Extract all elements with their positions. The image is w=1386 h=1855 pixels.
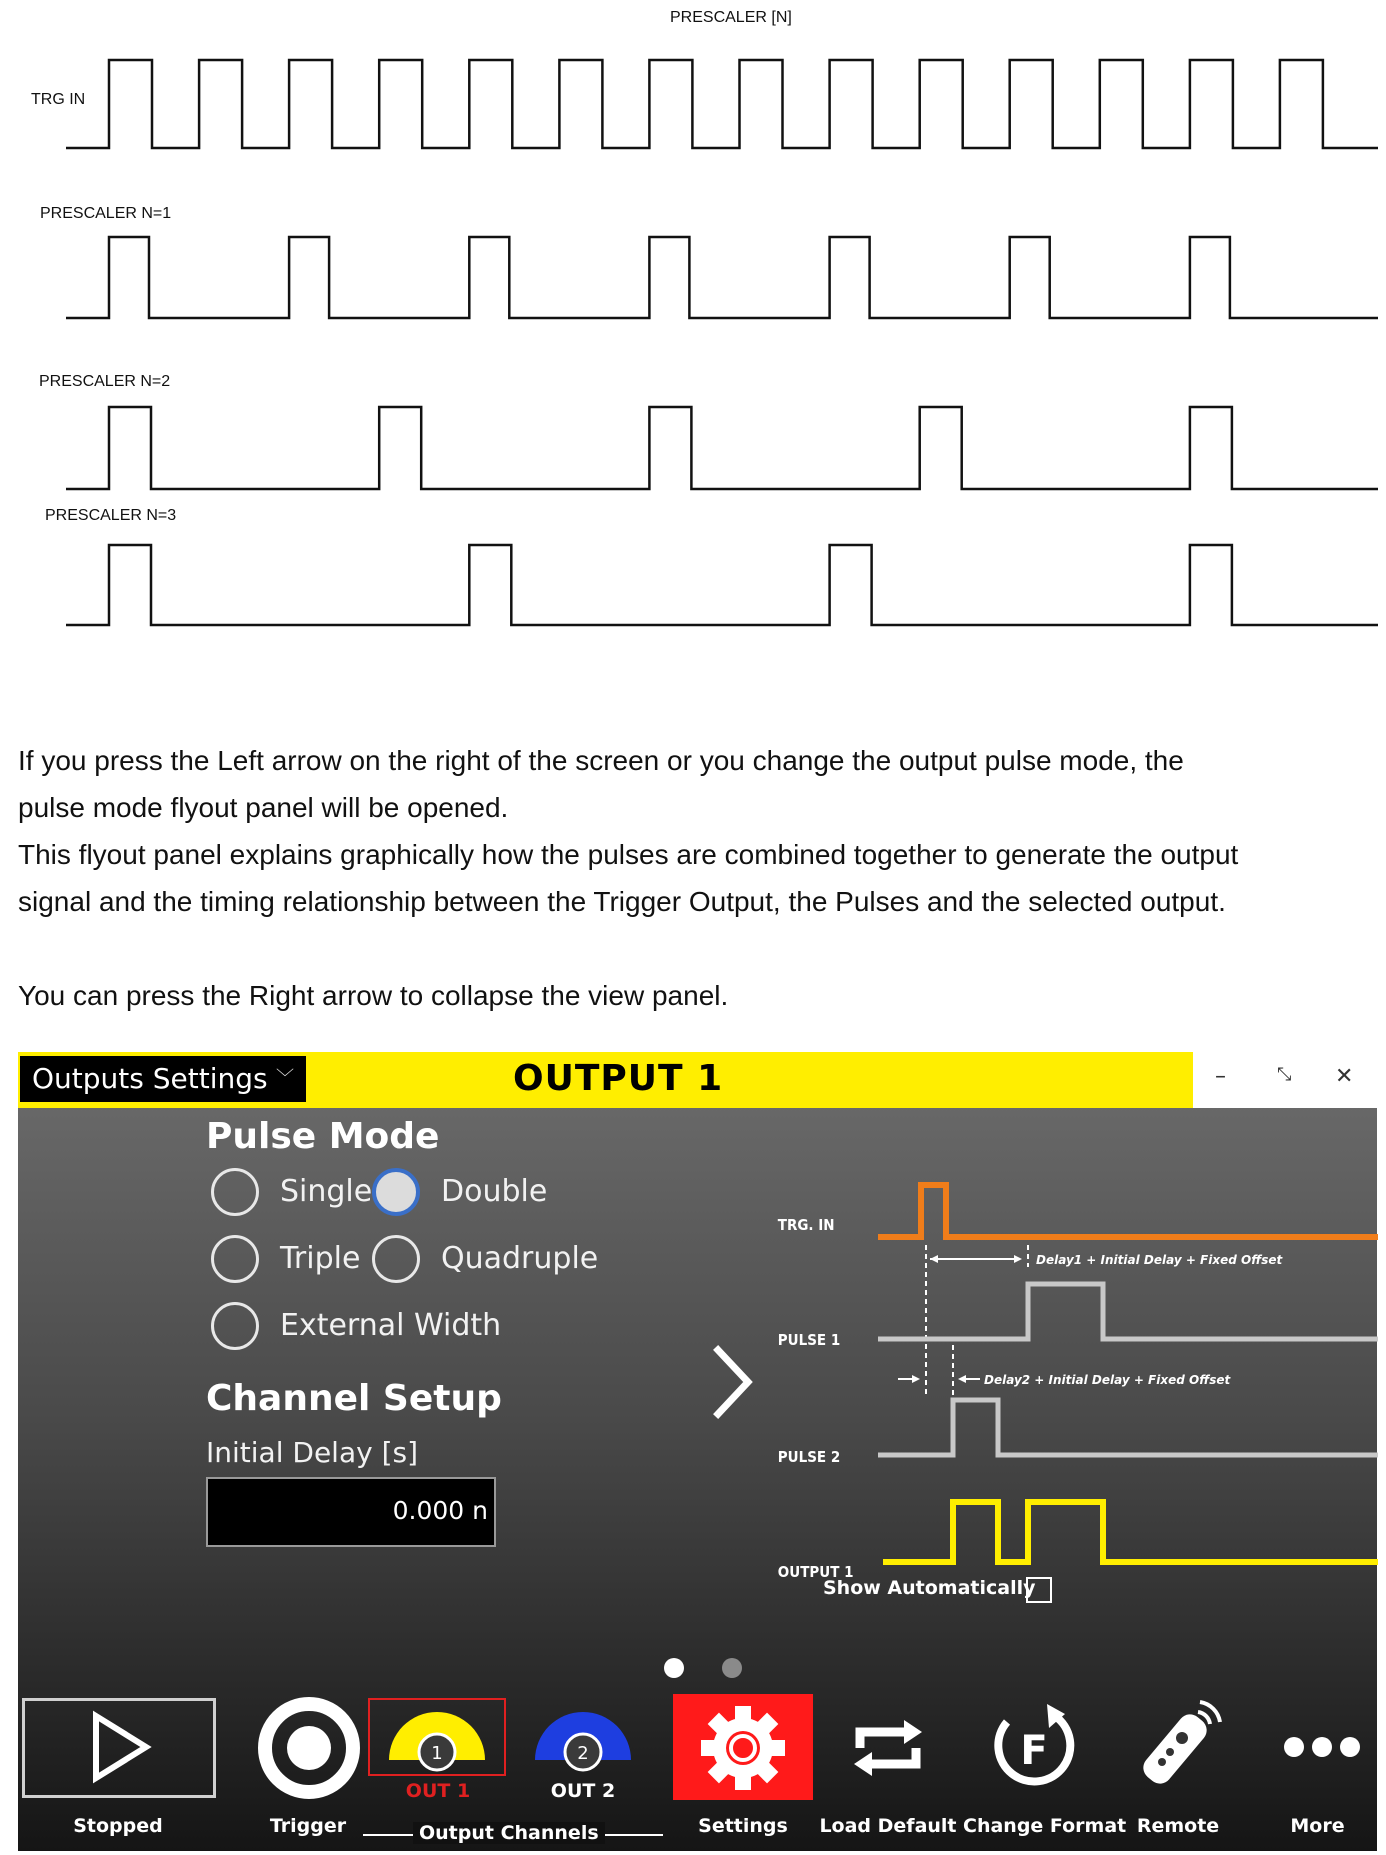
minimize-button[interactable]: – (1215, 1064, 1226, 1089)
settings-button[interactable] (673, 1694, 813, 1851)
trigger-button[interactable] (243, 1694, 373, 1851)
radio-single[interactable] (211, 1168, 259, 1216)
bottom-toolbar (18, 1694, 1377, 1851)
view-select-value: Outputs Settings (32, 1062, 268, 1095)
paragraph-3: You can press the Right arrow to collapse the view panel. (18, 980, 729, 1011)
row-label-prescaler-n3: PRESCALER N=3 (45, 507, 177, 524)
format-f-icon (989, 1700, 1079, 1796)
radio-triple[interactable] (211, 1235, 259, 1283)
out2-number: 2 (577, 1743, 589, 1764)
delay1-annotation: Delay1 + Initial Delay + Fixed Offset (1036, 1253, 1283, 1267)
show-automatically-checkbox[interactable] (1026, 1577, 1052, 1603)
out2-gauge-icon (533, 1704, 633, 1764)
remote-icon (1132, 1694, 1228, 1794)
remote-label: Remote (1136, 1815, 1220, 1837)
waveform-prescaler-n-1 (66, 237, 1378, 318)
window-controls (1193, 1052, 1377, 1108)
radio-external-width[interactable] (211, 1302, 259, 1350)
radio-quadruple[interactable] (372, 1235, 420, 1283)
output1-waveform (883, 1502, 1378, 1562)
chevron-down-icon: ﹀ (276, 1068, 294, 1089)
output-channels-label: Output Channels (413, 1822, 605, 1844)
load-default-button[interactable] (818, 1694, 958, 1851)
paragraph-2 (18, 831, 1378, 925)
prescaler-timing-diagram (0, 0, 1386, 640)
waveform-prescaler-n-3 (66, 545, 1378, 625)
paragraph-2-line-1: This flyout panel explains graphically how the pulses are combined together to generate the output (18, 839, 1239, 870)
remote-button[interactable] (1108, 1694, 1248, 1851)
radio-double[interactable] (372, 1168, 420, 1216)
pulse2-waveform (878, 1400, 1378, 1455)
radio-double-label: Double (441, 1174, 548, 1209)
paragraph-1-line-2: pulse mode flyout panel will be opened. (18, 792, 509, 823)
waveform-prescaler-n-2 (66, 407, 1378, 489)
pulse-mode-heading: Pulse Mode (206, 1116, 440, 1157)
page-title: OUTPUT 1 (513, 1058, 724, 1099)
pulse-mode-flyout-diagram (758, 1117, 1378, 1582)
radio-single-label: Single (280, 1174, 373, 1209)
out1-gauge-icon (387, 1704, 487, 1764)
load-default-label: Load Default (819, 1815, 957, 1837)
page-dot-1[interactable] (664, 1658, 684, 1678)
page-dot-2[interactable] (722, 1658, 742, 1678)
title-bar (18, 1052, 1377, 1108)
show-automatically-label: Show Automatically (823, 1577, 1036, 1599)
out1-number: 1 (431, 1743, 443, 1764)
repeat-icon (848, 1718, 928, 1778)
out2-label: OUT 2 (550, 1780, 616, 1802)
paragraph-1-line-1: If you press the Left arrow on the right of the screen or you change the output pulse mode, the (18, 745, 1184, 776)
pulse1-waveform (878, 1284, 1378, 1339)
radio-triple-label: Triple (280, 1241, 361, 1276)
play-icon (90, 1712, 150, 1782)
trg-in-waveform (878, 1185, 1378, 1237)
change-format-label: Change Format (963, 1815, 1127, 1837)
channel-setup-heading: Channel Setup (206, 1378, 502, 1419)
more-button[interactable] (1258, 1694, 1377, 1851)
gear-icon (699, 1704, 787, 1792)
view-select-dropdown[interactable] (18, 1054, 308, 1104)
timing-header: PRESCALER [N] (670, 9, 792, 26)
collapse-arrow-icon[interactable] (708, 1342, 758, 1422)
output-channels-group (363, 1824, 663, 1844)
row-label-trg-in: TRG IN (31, 91, 86, 108)
initial-delay-label: Initial Delay [s] (206, 1436, 419, 1469)
paragraph-1 (18, 737, 1378, 831)
more-label: More (1290, 1815, 1345, 1837)
trigger-label: Trigger (269, 1815, 347, 1837)
settings-label: Settings (698, 1815, 788, 1837)
change-format-button[interactable] (963, 1694, 1127, 1851)
flyout-label-trg-in: TRG. IN (777, 1217, 835, 1235)
more-dots-icon (1282, 1734, 1362, 1760)
stopped-label: Stopped (73, 1815, 163, 1837)
initial-delay-input[interactable]: 0.000 n (206, 1477, 496, 1547)
close-button[interactable]: ✕ (1335, 1064, 1354, 1089)
flyout-label-pulse1: PULSE 1 (777, 1332, 841, 1350)
restore-button[interactable]: ⤡ (1277, 1064, 1292, 1085)
radio-quadruple-label: Quadruple (441, 1241, 599, 1276)
row-label-prescaler-n1: PRESCALER N=1 (40, 205, 172, 222)
record-icon (257, 1696, 361, 1800)
out1-label: OUT 1 (405, 1780, 471, 1802)
svg-text:F: F (1020, 1728, 1048, 1774)
app-window (18, 1052, 1377, 1851)
row-label-prescaler-n2: PRESCALER N=2 (39, 373, 171, 390)
radio-external-width-label: External Width (280, 1308, 502, 1343)
delay2-annotation: Delay2 + Initial Delay + Fixed Offset (984, 1373, 1231, 1387)
stopped-button[interactable] (18, 1694, 218, 1851)
waveform-trg-in (66, 60, 1378, 148)
flyout-label-pulse2: PULSE 2 (777, 1449, 841, 1467)
flyout-label-output1: OUTPUT 1 (777, 1564, 854, 1582)
paragraph-2-line-2: signal and the timing relationship between the Trigger Output, the Pulses and the selected output. (18, 886, 1226, 917)
